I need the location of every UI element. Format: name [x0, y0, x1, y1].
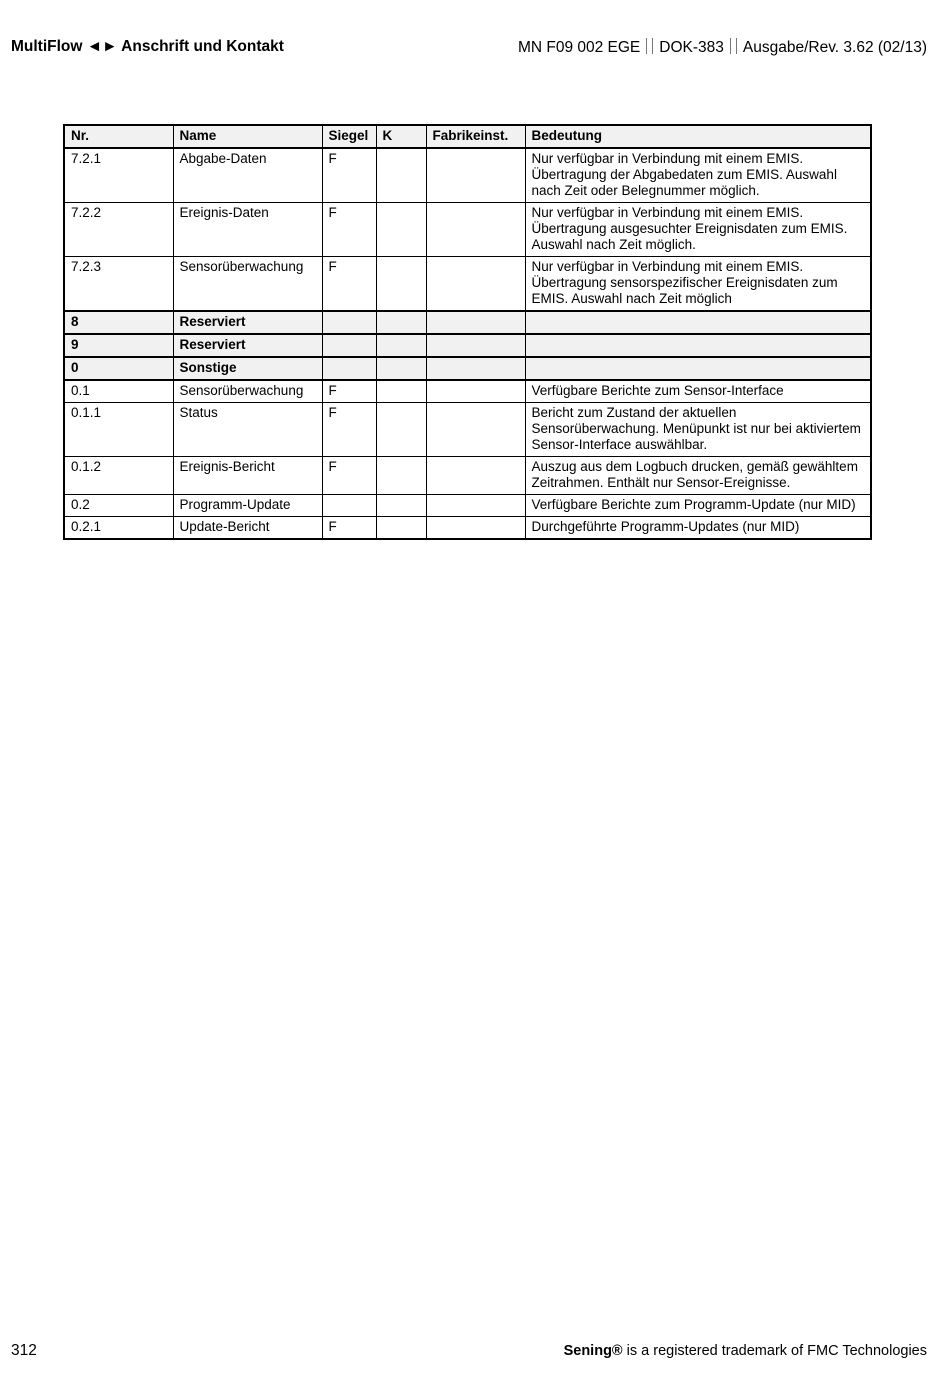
cell-fabrikeinst: [426, 257, 525, 312]
cell-name: Ereignis-Daten: [173, 203, 322, 257]
cell-siegel: [322, 334, 376, 357]
cell-nr: 0.2: [64, 495, 173, 517]
column-header-fabrikeinst: Fabrikeinst.: [426, 125, 525, 148]
cell-nr: 7.2.3: [64, 257, 173, 312]
cell-siegel: F: [322, 517, 376, 540]
cell-bedeutung: Nur verfügbar in Verbindung mit einem EMIS. Übertragung der Abgabedaten zum EMIS. Auswahl nach Zeit oder Belegnummer möglich.: [525, 148, 871, 203]
cell-bedeutung: Nur verfügbar in Verbindung mit einem EMIS. Übertragung ausgesuchter Ereignisdaten zum EMIS. Auswahl nach Zeit möglich.: [525, 203, 871, 257]
column-header-siegel: Siegel: [322, 125, 376, 148]
trademark-notice: [564, 1343, 927, 1359]
parameter-table: [63, 124, 872, 540]
cell-name: Reserviert: [173, 311, 322, 334]
cell-bedeutung: Verfügbare Berichte zum Programm-Update (nur MID): [525, 495, 871, 517]
column-header-bedeutung: Bedeutung: [525, 125, 871, 148]
table-row: [64, 457, 871, 495]
cell-fabrikeinst: [426, 311, 525, 334]
cell-fabrikeinst: [426, 357, 525, 380]
cell-name: Reserviert: [173, 334, 322, 357]
cell-name: Sonstige: [173, 357, 322, 380]
cell-bedeutung: Bericht zum Zustand der aktuellen Sensorüberwachung. Menüpunkt ist nur bei aktiviertem Sensor-Interface auswählbar.: [525, 403, 871, 457]
cell-k: [376, 495, 426, 517]
cell-fabrikeinst: [426, 517, 525, 540]
cell-bedeutung: Durchgeführte Programm-Updates (nur MID): [525, 517, 871, 540]
doc-id: DOK-383: [659, 39, 724, 56]
column-header-k: K: [376, 125, 426, 148]
cell-nr: 8: [64, 311, 173, 334]
section-row: [64, 334, 871, 357]
separator: [646, 38, 653, 54]
cell-k: [376, 517, 426, 540]
page-number: 312: [11, 1342, 37, 1359]
table-body: [64, 148, 871, 539]
cell-nr: 7.2.2: [64, 203, 173, 257]
table-row: [64, 517, 871, 540]
table-row: [64, 148, 871, 203]
header-title: MultiFlow ◄► Anschrift und Kontakt: [11, 38, 284, 55]
cell-nr: 0.1.2: [64, 457, 173, 495]
trademark-brand: Sening®: [563, 1343, 623, 1359]
cell-fabrikeinst: [426, 334, 525, 357]
cell-name: Status: [173, 403, 322, 457]
cell-siegel: [322, 495, 376, 517]
cell-name: Ereignis-Bericht: [173, 457, 322, 495]
cell-nr: 0.2.1: [64, 517, 173, 540]
cell-name: Abgabe-Daten: [173, 148, 322, 203]
cell-k: [376, 357, 426, 380]
cell-bedeutung: [525, 311, 871, 334]
cell-nr: 7.2.1: [64, 148, 173, 203]
column-header-name: Name: [173, 125, 322, 148]
cell-siegel: F: [322, 380, 376, 403]
cell-nr: 0.1: [64, 380, 173, 403]
cell-bedeutung: Nur verfügbar in Verbindung mit einem EMIS. Übertragung sensorspezifischer Ereignisdaten zum EMIS. Auswahl nach Zeit möglich: [525, 257, 871, 312]
trademark-text: is a registered trademark of FMC Technologies: [622, 1343, 927, 1359]
cell-k: [376, 380, 426, 403]
cell-bedeutung: [525, 357, 871, 380]
cell-name: Sensorüberwachung: [173, 380, 322, 403]
cell-nr: 0.1.1: [64, 403, 173, 457]
cell-k: [376, 148, 426, 203]
table-row: [64, 380, 871, 403]
cell-siegel: F: [322, 148, 376, 203]
table-row: [64, 203, 871, 257]
cell-bedeutung: Auszug aus dem Logbuch drucken, gemäß gewähltem Zeitrahmen. Enthält nur Sensor-Ereignisse.: [525, 457, 871, 495]
cell-nr: 9: [64, 334, 173, 357]
cell-nr: 0: [64, 357, 173, 380]
cell-siegel: F: [322, 403, 376, 457]
page-header: [11, 38, 927, 60]
column-header-nr: Nr.: [64, 125, 173, 148]
revision: Ausgabe/Rev. 3.62 (02/13): [742, 39, 927, 56]
table-row: [64, 495, 871, 517]
cell-siegel: F: [322, 257, 376, 312]
cell-name: Programm-Update: [173, 495, 322, 517]
table-row: [64, 257, 871, 312]
section-row: [64, 311, 871, 334]
cell-siegel: F: [322, 203, 376, 257]
cell-name: Sensorüberwachung: [173, 257, 322, 312]
cell-fabrikeinst: [426, 148, 525, 203]
cell-k: [376, 457, 426, 495]
cell-k: [376, 403, 426, 457]
cell-fabrikeinst: [426, 380, 525, 403]
cell-k: [376, 334, 426, 357]
cell-k: [376, 311, 426, 334]
cell-bedeutung: [525, 334, 871, 357]
cell-siegel: [322, 311, 376, 334]
cell-k: [376, 257, 426, 312]
separator: [730, 38, 737, 54]
section-row: [64, 357, 871, 380]
table-row: [64, 403, 871, 457]
table-header-row: [64, 125, 871, 148]
cell-fabrikeinst: [426, 203, 525, 257]
cell-bedeutung: Verfügbare Berichte zum Sensor-Interface: [525, 380, 871, 403]
cell-siegel: [322, 357, 376, 380]
header-doc-info: [518, 38, 927, 57]
cell-siegel: F: [322, 457, 376, 495]
cell-fabrikeinst: [426, 403, 525, 457]
cell-fabrikeinst: [426, 495, 525, 517]
doc-number: MN F09 002 EGE: [517, 39, 641, 56]
cell-fabrikeinst: [426, 457, 525, 495]
cell-name: Update-Bericht: [173, 517, 322, 540]
cell-k: [376, 203, 426, 257]
